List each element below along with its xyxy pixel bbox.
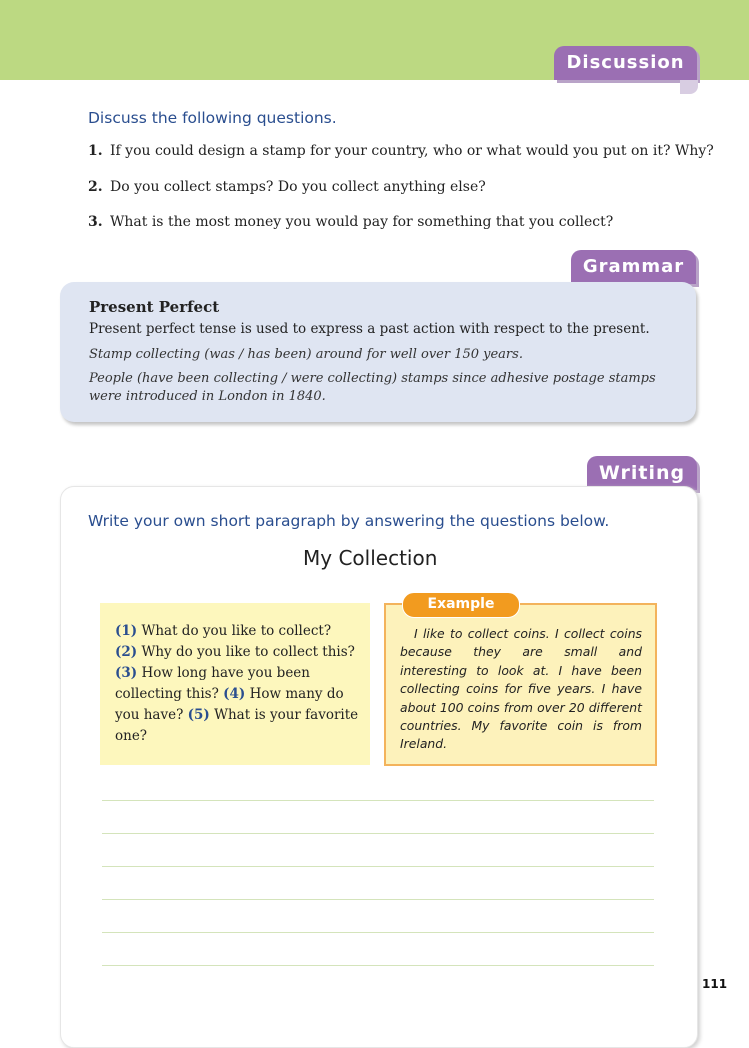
writing-line[interactable]: [102, 932, 654, 933]
prompt-text: What is your favorite one?: [115, 707, 359, 744]
example-box: [384, 603, 657, 766]
discussion-tab: Discussion: [554, 46, 697, 80]
discussion-tab-shadow: [680, 80, 698, 94]
writing-line[interactable]: [102, 899, 654, 900]
discussion-question: [88, 214, 613, 230]
prompt-number: (5): [187, 707, 210, 723]
question-number: 3.: [88, 214, 103, 230]
discussion-question: [88, 179, 486, 195]
prompt-questions-box: [100, 603, 370, 765]
writing-box: [60, 486, 698, 1048]
writing-tab: Writing: [587, 456, 697, 490]
prompt-number: (3): [115, 665, 138, 681]
writing-line[interactable]: [102, 800, 654, 801]
discussion-question: [88, 143, 714, 159]
example-text: I like to collect coins. I collect coins because they are small and interesting to look at. I have been collecting coins for five years. I have about 100 coins from over 20 different countries. My favorite coin is from Ireland.: [400, 626, 642, 752]
question-text: Do you collect stamps? Do you collect anything else?: [110, 179, 486, 195]
prompt-number: (2): [115, 644, 138, 660]
question-text: What is the most money you would pay for something that you collect?: [110, 214, 614, 230]
writing-line[interactable]: [102, 965, 654, 966]
question-text: If you could design a stamp for your country, who or what would you put on it? Why?: [110, 143, 714, 159]
grammar-box: [60, 282, 696, 422]
prompt-number: (1): [115, 623, 138, 639]
grammar-definition: Present perfect tense is used to express a past action with respect to the present.: [89, 321, 650, 337]
writing-line[interactable]: [102, 833, 654, 834]
prompt-text: How long have you been collecting this?: [115, 665, 310, 702]
prompt-text: Why do you like to collect this?: [137, 644, 355, 660]
discussion-heading: Discuss the following questions.: [88, 109, 337, 127]
question-number: 2.: [88, 179, 103, 195]
writing-line[interactable]: [102, 866, 654, 867]
grammar-example-1: Stamp collecting (was / has been) around for well over 150 years.: [89, 347, 523, 362]
prompt-questions: [115, 621, 360, 747]
prompt-number: (4): [223, 686, 246, 702]
prompt-text: How many do you have?: [115, 686, 344, 723]
writing-title: My Collection: [303, 546, 438, 570]
question-number: 1.: [88, 143, 103, 159]
example-label: Example: [402, 592, 520, 618]
prompt-text: What do you like to collect?: [137, 623, 332, 639]
page-number: 111: [702, 977, 728, 991]
grammar-example-2: People (have been collecting / were collecting) stamps since adhesive postage stamps were introduced in London in 1840.: [89, 371, 656, 404]
grammar-tab: Grammar: [571, 250, 696, 284]
grammar-title: Present Perfect: [89, 298, 220, 316]
writing-instruction: Write your own short paragraph by answering the questions below.: [88, 512, 610, 530]
